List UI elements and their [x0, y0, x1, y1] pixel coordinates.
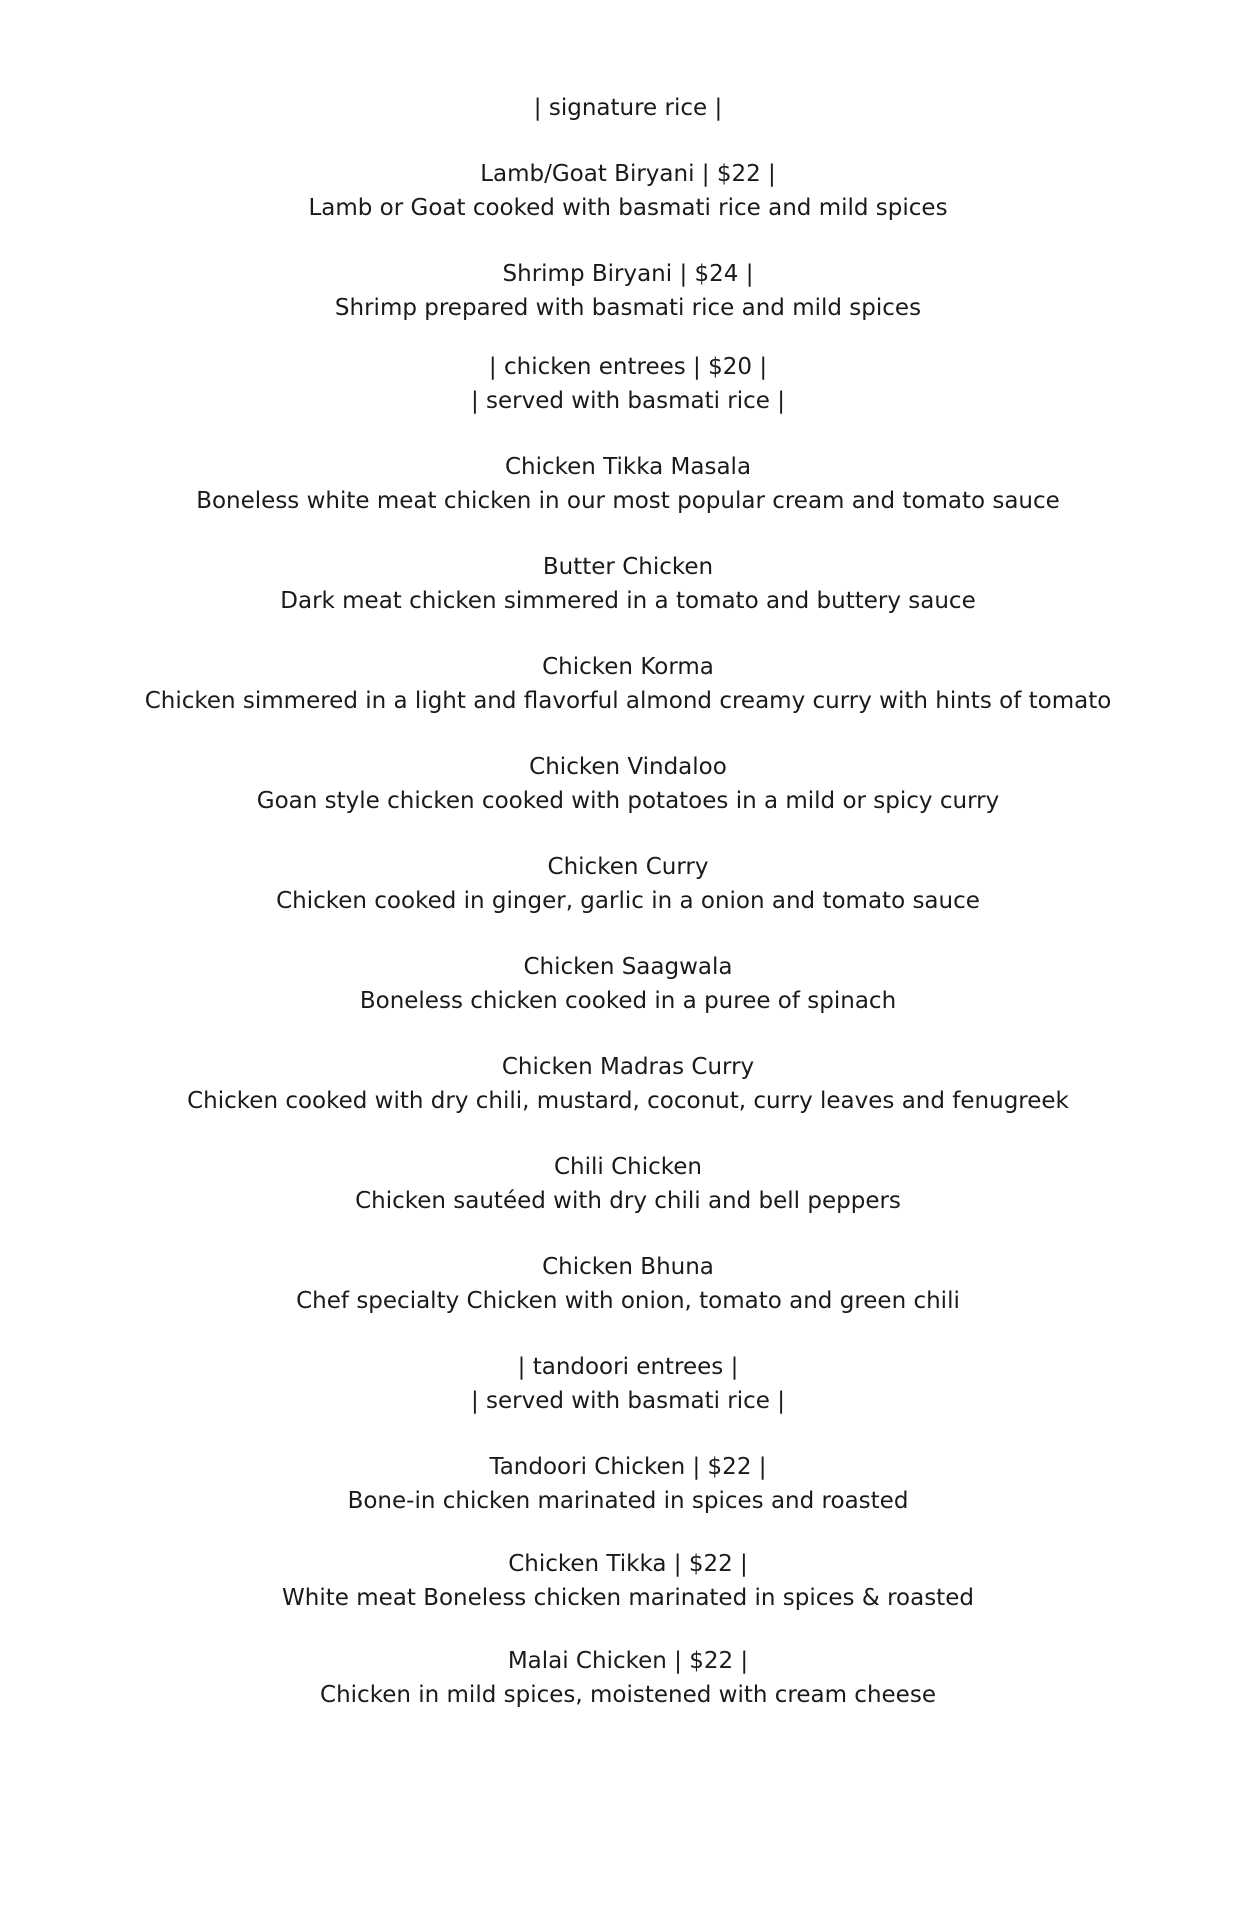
menu-item-description: Goan style chicken cooked with potatoes in a mild or spicy curry — [256, 788, 1000, 814]
menu-item-name: Shrimp Biryani | $24 | — [502, 261, 754, 287]
section-heading-signature-rice: | signature rice | — [533, 95, 723, 121]
menu-item-description: Chef specialty Chicken with onion, tomato and green chili — [296, 1288, 960, 1314]
section-heading-chicken-entrees: | chicken entrees | $20 | — [488, 354, 768, 380]
menu-item-name: Chicken Tikka Masala — [504, 454, 752, 480]
menu-item-name: Chicken Madras Curry — [501, 1054, 755, 1080]
menu-item-description: Chicken sautéed with dry chili and bell peppers — [355, 1188, 901, 1214]
menu-item-description: Chicken cooked in ginger, garlic in a onion and tomato sauce — [276, 888, 980, 914]
menu-item-name: Chicken Saagwala — [523, 954, 733, 980]
menu-item-name: Chicken Korma — [542, 654, 714, 680]
menu-item-name: Chicken Tikka | $22 | — [508, 1551, 748, 1577]
menu-item-name: Chicken Bhuna — [542, 1254, 714, 1280]
menu-item-description: Lamb or Goat cooked with basmati rice and mild spices — [308, 195, 948, 221]
menu-item-name: Butter Chicken — [542, 554, 714, 580]
menu-item-description: Bone-in chicken marinated in spices and roasted — [347, 1488, 909, 1514]
menu-item-description: White meat Boneless chicken marinated in spices & roasted — [282, 1585, 974, 1611]
menu-item-name: Malai Chicken | $22 | — [507, 1648, 749, 1674]
menu-item-name: Chili Chicken — [553, 1154, 703, 1180]
menu-item-name: Chicken Vindaloo — [529, 754, 727, 780]
menu-item-description: Boneless white meat chicken in our most popular cream and tomato sauce — [196, 488, 1060, 514]
menu-item-description: Shrimp prepared with basmati rice and mild spices — [334, 295, 922, 321]
menu-item-name: Tandoori Chicken | $22 | — [489, 1454, 767, 1480]
menu-item-description: Boneless chicken cooked in a puree of spinach — [359, 988, 897, 1014]
section-heading-tandoori-entrees: | tandoori entrees | — [517, 1354, 739, 1380]
section-subheading: | served with basmati rice | — [470, 388, 786, 414]
menu-item-description: Dark meat chicken simmered in a tomato and buttery sauce — [280, 588, 976, 614]
menu-item-name: Lamb/Goat Biryani | $22 | — [480, 161, 776, 187]
section-subheading: | served with basmati rice | — [470, 1388, 786, 1414]
menu-item-description: Chicken cooked with dry chili, mustard, coconut, curry leaves and fenugreek — [187, 1088, 1069, 1114]
menu-item-name: Chicken Curry — [547, 854, 709, 880]
menu-item-description: Chicken simmered in a light and flavorful almond creamy curry with hints of tomato — [144, 688, 1112, 714]
menu-item-description: Chicken in mild spices, moistened with cream cheese — [320, 1682, 936, 1708]
